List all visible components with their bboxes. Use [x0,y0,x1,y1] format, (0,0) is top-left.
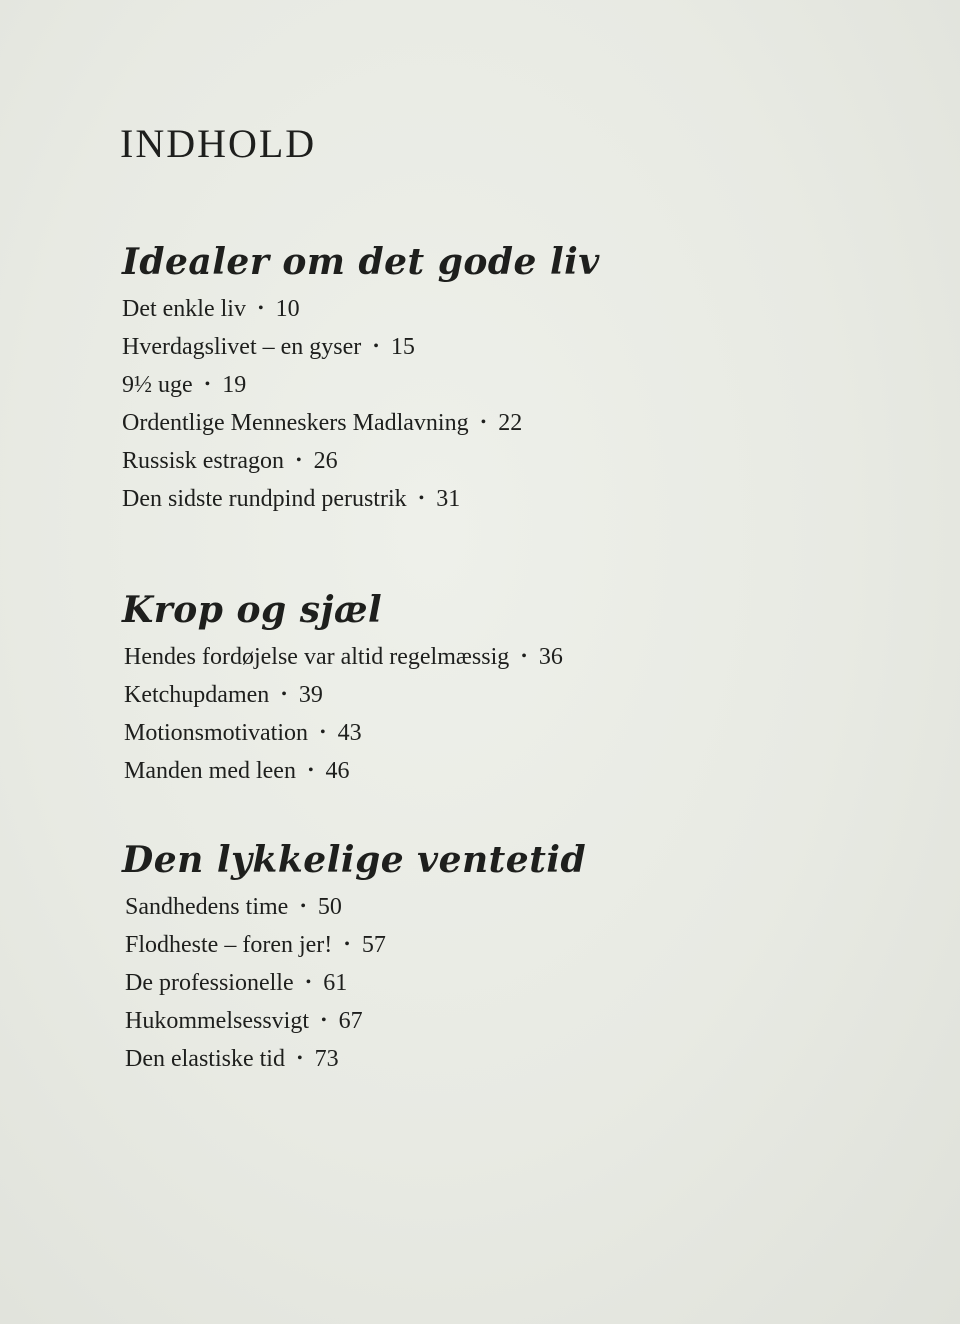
entry-page-number: 61 [323,970,348,996]
entry-title: Motionsmotivation [124,720,309,746]
section-heading: Den lykkelige ventetid [122,839,587,881]
entry-separator: • [257,300,264,317]
entry-page-number: 10 [275,296,300,322]
toc-entry [122,404,600,442]
entry-page-number: 22 [498,410,523,436]
entry-separator: • [344,936,350,953]
entry-page-number: 67 [338,1008,363,1034]
entry-separator: • [296,1050,303,1067]
toc-entry [122,1040,586,1078]
toc-entry [122,714,563,752]
entry-separator: • [296,452,302,469]
entry-title: 9½ uge [122,372,193,398]
toc-entry [122,328,600,366]
entry-title: Russisk estragon [122,448,284,474]
toc-entry [122,480,600,518]
toc-section-krop [122,588,563,790]
entry-title: Det enkle liv [122,296,246,322]
entry-separator: • [373,338,379,355]
toc-section-ventetid [122,838,586,1078]
entry-separator: • [418,490,425,507]
entry-page-number: 73 [314,1046,339,1072]
entry-title: Hendes fordøjelse var altid regelmæssig [124,644,510,670]
entry-page-number: 50 [317,894,342,920]
toc-entry [122,964,586,1002]
entry-separator: • [320,724,326,741]
entry-title: Flodheste – foren jer! [125,932,333,958]
toc-entry [122,676,563,714]
entry-separator: • [300,898,306,915]
toc-entry [122,366,600,404]
toc-entry [122,290,600,328]
toc-section-idealer [122,240,600,518]
entry-page-number: 26 [313,448,338,474]
entry-page-number: 57 [361,932,386,958]
toc-entry [122,888,586,926]
entry-separator: • [281,686,287,703]
entry-title: De professionelle [125,970,294,996]
entry-title: Ketchupdamen [124,682,270,708]
page-title: INDHOLD [120,121,317,166]
entry-separator: • [204,376,211,393]
entry-page-number: 19 [222,372,247,398]
entry-title: Hukommelsessvigt [125,1008,309,1034]
entry-separator: • [305,974,312,991]
toc-list [122,638,563,790]
entry-page-number: 31 [436,486,461,512]
toc-list [122,888,586,1078]
entry-page-number: 15 [390,334,415,360]
entry-page-number: 39 [298,682,323,708]
entry-title: Sandhedens time [125,894,289,920]
toc-list [122,290,600,518]
section-heading: Krop og sjæl [122,589,383,631]
entry-title: Ordentlige Menneskers Madlavning [122,410,469,436]
entry-page-number: 46 [325,758,350,784]
entry-separator: • [521,648,527,665]
entry-page-number: 43 [337,720,362,746]
toc-entry [122,752,563,790]
entry-title: Manden med leen [124,758,296,784]
entry-page-number: 36 [538,644,563,670]
entry-title: Den elastiske tid [125,1046,285,1072]
entry-separator: • [307,762,314,779]
section-heading: Idealer om det gode liv [122,241,600,283]
toc-entry [122,638,563,676]
entry-title: Hverdagslivet – en gyser [122,334,362,360]
entry-separator: • [480,414,487,431]
entry-separator: • [321,1012,327,1029]
toc-entry [122,442,600,480]
toc-entry [122,1002,586,1040]
entry-title: Den sidste rundpind perustrik [122,486,407,512]
toc-entry [122,926,586,964]
